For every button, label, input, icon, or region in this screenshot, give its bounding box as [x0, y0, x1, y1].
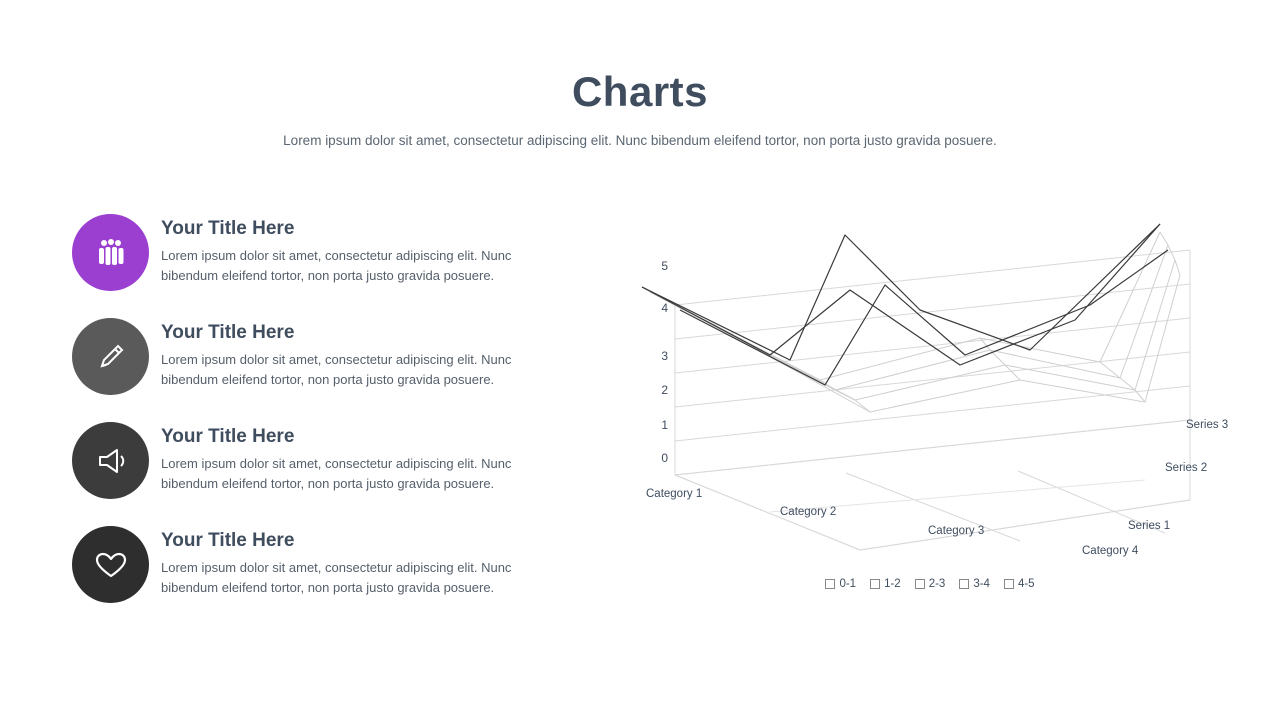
tick-label: Series 1: [1128, 520, 1171, 532]
legend-label: 4-5: [1017, 578, 1035, 590]
feature-description: Lorem ipsum dolor sit amet, consectetur adipiscing elit. Nunc bibendum eleifend tortor, non porta justo gravida posuere.: [161, 560, 512, 596]
feature-description: Lorem ipsum dolor sit amet, consectetur adipiscing elit. Nunc bibendum eleifend tortor, non porta justo gravida posuere.: [161, 248, 512, 284]
list-item[interactable]: [72, 422, 582, 526]
legend-label: 1-2: [884, 578, 901, 590]
feature-text: [161, 218, 571, 286]
feature-title: Your Title Here: [161, 426, 295, 447]
list-item[interactable]: [72, 214, 582, 318]
surface-wireframe: [642, 224, 1180, 412]
tick-label: 5: [661, 259, 668, 273]
feature-title: Your Title Here: [161, 218, 295, 239]
tick-label: 2: [661, 383, 668, 397]
legend-label: 2-3: [928, 578, 946, 590]
feature-title: Your Title Here: [161, 530, 295, 551]
legend-swatch-icon: [1004, 579, 1014, 589]
x-axis-labels: [646, 488, 1139, 557]
legend-label: 3-4: [973, 578, 990, 590]
heart-icon: [72, 526, 149, 603]
megaphone-icon: [72, 422, 149, 499]
legend-item[interactable]: [915, 578, 946, 590]
list-item[interactable]: [72, 318, 582, 422]
feature-description: Lorem ipsum dolor sit amet, consectetur adipiscing elit. Nunc bibendum eleifend tortor, non porta justo gravida posuere.: [161, 352, 512, 388]
chart-legend: [620, 578, 1240, 590]
legend-swatch-icon: [825, 579, 835, 589]
tick-label: 0: [661, 451, 668, 465]
tick-label: Series 2: [1165, 462, 1208, 474]
tick-label: Category 3: [928, 525, 985, 537]
z-axis-ticks: [661, 259, 668, 465]
tick-label: Category 4: [1082, 545, 1139, 557]
feature-description: Lorem ipsum dolor sit amet, consectetur adipiscing elit. Nunc bibendum eleifend tortor, non porta justo gravida posuere.: [161, 456, 512, 492]
legend-item[interactable]: [1004, 578, 1035, 590]
list-item[interactable]: [72, 526, 582, 630]
tick-label: Category 2: [780, 506, 837, 518]
chart-gridlines: [675, 250, 1190, 550]
legend-swatch-icon: [870, 579, 880, 589]
depth-axis-labels: [1128, 419, 1228, 532]
feature-list: [72, 214, 582, 630]
page-subtitle: Lorem ipsum dolor sit amet, consectetur adipiscing elit. Nunc bibendum eleifend tortor, non porta justo gravida posuere.: [283, 133, 997, 148]
legend-item[interactable]: [870, 578, 901, 590]
legend-swatch-icon: [959, 579, 969, 589]
legend-swatch-icon: [915, 579, 925, 589]
feature-text: [161, 530, 571, 598]
feature-text: [161, 322, 571, 390]
page-title: Charts: [571, 68, 709, 115]
chart-3d-surface: [620, 190, 1240, 630]
feature-title: Your Title Here: [161, 322, 295, 343]
group-people-icon: [72, 214, 149, 291]
tick-label: Series 3: [1186, 419, 1229, 431]
feature-text: [161, 426, 571, 494]
legend-label: 0-1: [839, 578, 857, 590]
legend-item[interactable]: [959, 578, 990, 590]
tick-label: 3: [661, 349, 668, 363]
tick-label: 4: [661, 301, 668, 315]
pencil-icon: [72, 318, 149, 395]
chart-canvas: [620, 190, 1240, 570]
tick-label: 1: [661, 418, 668, 432]
legend-item[interactable]: [825, 578, 856, 590]
tick-label: Category 1: [646, 488, 703, 500]
